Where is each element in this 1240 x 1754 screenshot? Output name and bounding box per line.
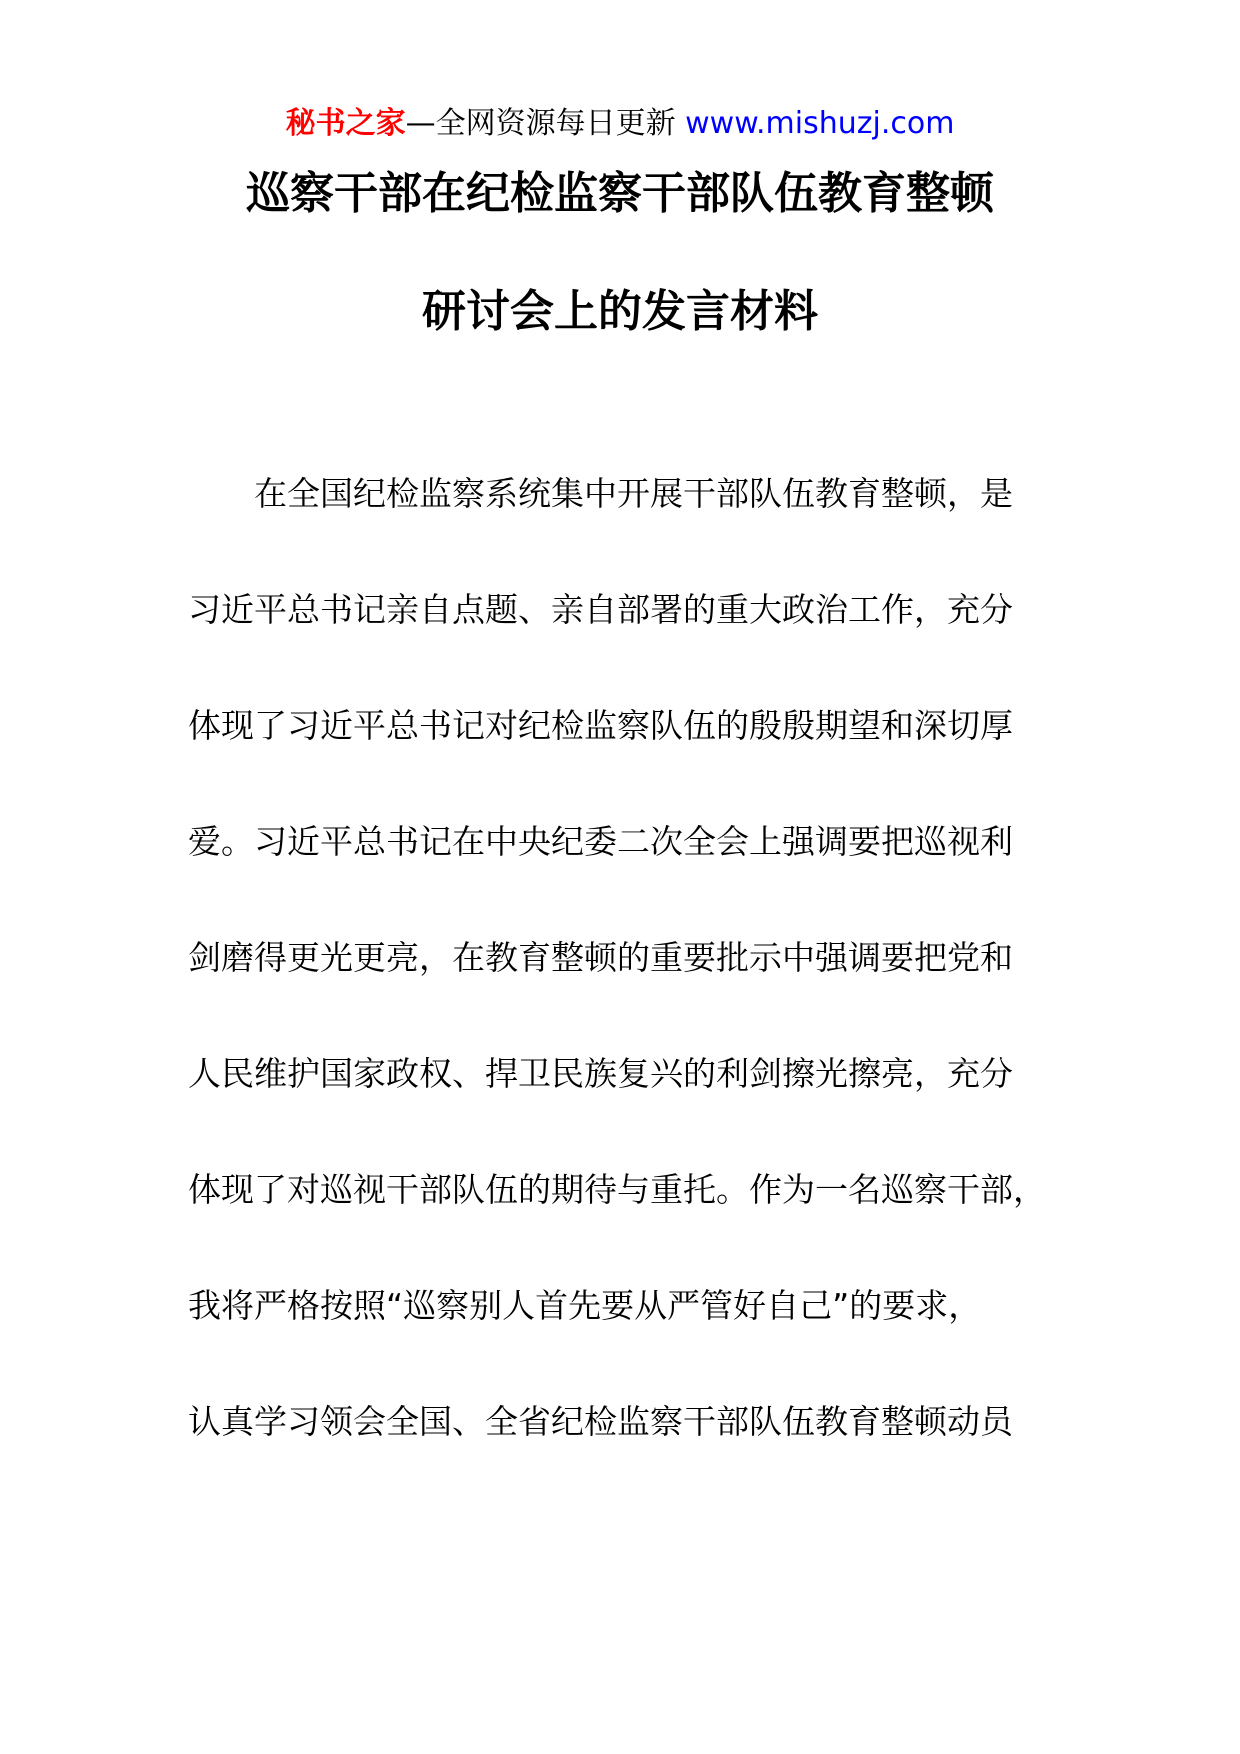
document-title-line-2: 研讨会上的发言材料: [422, 286, 818, 337]
body-line-4: 爱。习近平总书记在中央纪委二次全会上强调要把巡视利: [188, 822, 1013, 861]
body-line-3: 体现了习近平总书记对纪检监察队伍的殷殷期望和深切厚: [188, 706, 1013, 745]
body-line-2: 习近平总书记亲自点题、亲自部署的重大政治工作，充分: [188, 590, 1013, 629]
body-line-9: 认真学习领会全国、全省纪检监察干部队伍教育整顿动员: [188, 1402, 1013, 1441]
body-line-7: 体现了对巡视干部队伍的期待与重托。作为一名巡察干部，: [188, 1170, 1046, 1209]
site-url-link[interactable]: www.mishuzj.com: [685, 106, 955, 141]
brand-name: 秘书之家: [285, 106, 406, 141]
document-title-line-1: 巡察干部在纪检监察干部队伍教育整顿: [246, 168, 994, 219]
header-tagline: —全网资源每日更新: [405, 106, 676, 141]
site-header: [0, 100, 1240, 148]
body-line-6: 人民维护国家政权、捍卫民族复兴的利剑擦光擦亮，充分: [188, 1054, 1013, 1093]
body-line-8: 我将严格按照“巡察别人首先要从严管好自己”的要求，: [188, 1286, 982, 1325]
body-line-1: 在全国纪检监察系统集中开展干部队伍教育整顿，是: [254, 474, 1013, 513]
body-line-5: 剑磨得更光更亮，在教育整顿的重要批示中强调要把党和: [188, 938, 1013, 977]
